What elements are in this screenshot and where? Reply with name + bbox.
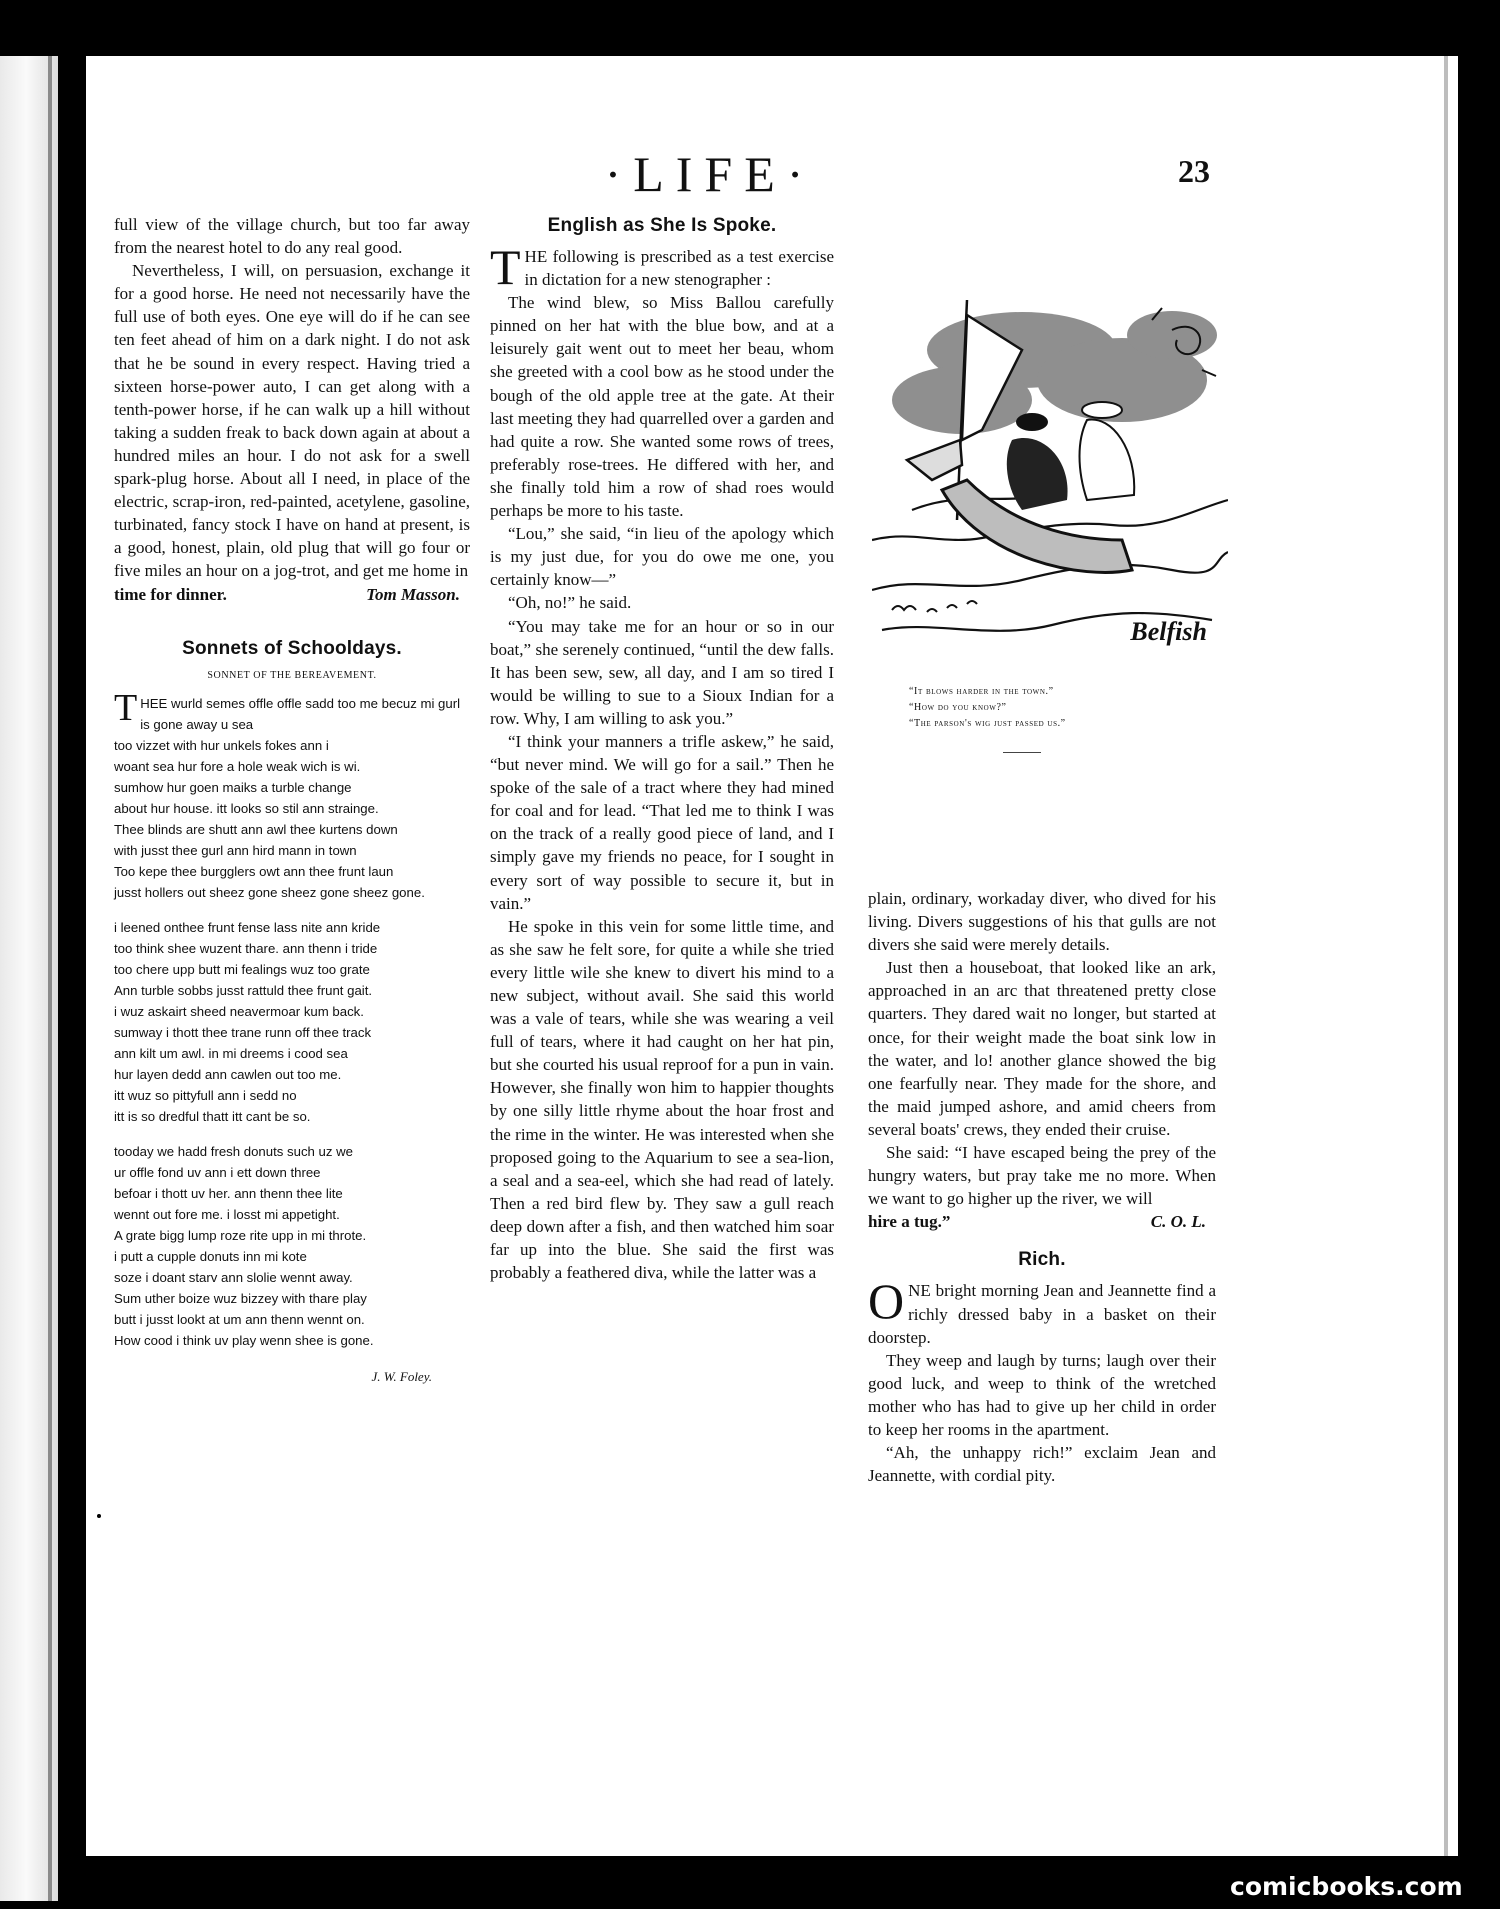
- paragraph-body: “I think your manners a trifle askew,” he said, “but never mind. We will go for a sail.” Then he spoke of the sale of a tract where they had mined for coal and for lead. “That led me to think I was on the track of a really good piece of land, and I simply gave my friends no peace, for I sought in every sort of way possible to secure it, but in vain.”: [490, 731, 834, 913]
- poem-line: with jusst thee gurl ann hird mann in town: [114, 842, 357, 858]
- poem-stanza-2: [114, 917, 470, 1127]
- dropcap-o: O: [868, 1273, 905, 1330]
- poem-line: hur layen dedd ann cawlen out too me.: [114, 1066, 342, 1082]
- poem-line: jusst hollers out sheez gone sheez gone sheez gone.: [114, 884, 425, 900]
- subtitle-sonnet: SONNET OF THE BEREAVEMENT.: [207, 669, 377, 681]
- poem-line: too think shee wuzent thare. ann thenn i tride: [114, 940, 378, 956]
- storm-clouds: [892, 311, 1217, 434]
- paragraph-body: “Lou,” she said, “in lieu of the apology which is my just due, for you do owe me one, you certainly know—”: [490, 524, 834, 590]
- caption-line: “It blows harder in the town.”: [909, 686, 1054, 697]
- paragraph-body: Just then a houseboat, that looked like an ark, approached in an arc that threatened pretty close quarters. They dared wait no longer, but started at once, for their weight made the boat sink low in the water, and lo! another glance showed the big one fearfully near. They made for the shore, and the maid jumped ashore, and amid cheers from several boats' crews, they ended their cruise.: [868, 958, 1216, 1139]
- poem-line: Sum uther boize wuz bizzey with thare play: [114, 1290, 367, 1306]
- facing-page-edge: [0, 56, 58, 1901]
- caption-line: “The parson's wig just passed us.”: [909, 718, 1066, 729]
- paragraph-continued: full view of the village church, but too far away from the nearest hotel to do any real good.: [114, 215, 470, 258]
- intro-text: HE following is prescribed as a test exercise in dictation for a new stenographer :: [524, 247, 834, 290]
- divider-rule: [1003, 752, 1041, 753]
- poem-line: wennt out fore me. i losst mi appetight.: [114, 1206, 340, 1222]
- poem-line: ann kilt um awl. in mi dreems i cood sea: [114, 1045, 348, 1061]
- poem-line: HEE wurld semes offle offle sadd too me becuz mi gurl is gone away u sea: [140, 695, 461, 732]
- paragraph-continued: plain, ordinary, workaday diver, who dived for his living. Divers suggestions of his that gulls are not divers she said were merely details.: [868, 889, 1216, 955]
- paragraph-body: “You may take me for an hour or so in our boat,” she serenely continued, “until the dew falls. It has been sew, sew, all day, and I am so tired I would be willing to sue to a Sioux Indian for a row. Why, I am willing to ask you.”: [490, 616, 834, 728]
- page-edge-line: [1444, 56, 1448, 1856]
- cartoon-caption: [909, 684, 1219, 732]
- dropcap-t: T: [114, 686, 138, 729]
- poem-line: tooday we hadd fresh donuts such uz we: [114, 1143, 353, 1159]
- title-sonnets: Sonnets of Schooldays.: [182, 637, 402, 659]
- poem-line: too chere upp butt mi fealings wuz too grate: [114, 961, 370, 977]
- poem-line: itt wuz so pittyfull ann i sedd no: [114, 1087, 297, 1103]
- paragraph-body: They weep and laugh by turns; laugh over their good luck, and weep to think of the wretched mother who has had to give up her child in order to keep her rooms in the apartment.: [868, 1350, 1216, 1439]
- poem-line: Thee blinds are shutt ann awl thee kurtens down: [114, 821, 398, 837]
- poem-line: How cood i think uv play wenn shee is gone.: [114, 1332, 374, 1348]
- poem-line: woant sea hur fore a hole weak wich is wi.: [114, 758, 361, 774]
- column-middle: [490, 213, 834, 1284]
- masthead-life: ·LIFE·: [604, 146, 816, 202]
- paragraph-intro: [868, 1273, 1216, 1348]
- poem-line: i wuz askairt sheed neavermoar kum back.: [114, 1003, 364, 1019]
- poem-line: i putt a cupple donuts inn mi kote: [114, 1248, 307, 1264]
- signature-line-col: [868, 1210, 1216, 1233]
- cartoon-illustration: [872, 290, 1228, 666]
- signature-line-masson: [114, 583, 470, 606]
- column-right: [868, 887, 1216, 1487]
- poem-line: butt i jusst lookt at um ann thenn wennt on.: [114, 1311, 365, 1327]
- column-left: [114, 213, 470, 1388]
- poem-line: about hur house. itt looks so stil ann strainge.: [114, 800, 379, 816]
- paragraph-body: He spoke in this vein for some little time, and as she saw he felt sore, for quite a while she tried every little wile she knew to divert his mind to a new subject, without avail. She said this world was a vale of tears, while she was wearing a veil full of tears, where it had caught on her hat pin, but she courted his usual reproof for a pun in vain. However, she finally won him to happier thoughts by one silly little rhyme about the hoar frost and the rime in the winter. He was interested when she proposed going to the Aquarium to see a sea-lion, a seal and a sea-eel, which she had read of lately. Then a red bird flew by. They saw a gull reach deep down after a fish, and then watched him soar far up into the blue. She said the first was probably a feathered diva, while the latter was a: [490, 916, 834, 1283]
- paragraph-horse: Nevertheless, I will, on persuasion, exchange it for a good horse. He need not necessarily have the full use of both eyes. One eye will do if he can see ten feet ahead of him on a dark night. I do not ask that he be sound in every respect. Having tried a sixteen horse-power auto, I can get along with a tenth-power horse, if he can walk up a hill without taking a sudden freak to back down again at about a hundred miles an hour. I do not ask for a swell spark-plug horse. About all I need, in place of the electric, scrap-iron, red-painted, acetylene, gasoline, turbinated, fancy stock I have on hand at present, is a good, honest, plain, old plug that will go four or five miles an hour on a jog-trot, and get me home in: [114, 261, 470, 581]
- gutter-shadow: [48, 56, 52, 1901]
- poem-line: itt is so dredful thatt itt cant be so.: [114, 1108, 311, 1124]
- paragraph-body: “Oh, no!” he said.: [508, 593, 632, 613]
- poem-line: befoar i thott uv her. ann thenn thee lite: [114, 1185, 343, 1201]
- poem-line: too vizzet with hur unkels fokes ann i: [114, 737, 329, 753]
- poem-stanza-3: [114, 1141, 470, 1351]
- poem-line: sumway i thott thee trane runn off thee track: [114, 1024, 372, 1040]
- artist-signature: Belfish: [1130, 617, 1207, 646]
- author-col: C. O. L.: [1150, 1212, 1206, 1232]
- title-english: English as She Is Spoke.: [547, 215, 777, 236]
- margin-dot: [97, 1514, 101, 1518]
- paragraph-body: The wind blew, so Miss Ballou carefully pinned on her hat with the blue bow, and at a leisurely gait went out to meet her beau, whom she greeted with a cool bow as he stood under the bough of the old apple tree at the gate. At their last meeting they had quarrelled over a garden and had quite a row. She wanted some rows of trees, preferably rose-trees. He differed with her, and she finally told him a row of shad roes would perhaps be more to his taste.: [490, 293, 834, 521]
- poem-line: soze i doant starv ann slolie wennt away.: [114, 1269, 353, 1285]
- author-foley: J. W. Foley.: [371, 1368, 432, 1384]
- watermark: comicbooks.com: [1230, 1872, 1463, 1901]
- poem-first-line: [114, 686, 470, 735]
- poem-line: sumhow hur goen maiks a turble change: [114, 779, 352, 795]
- caption-line: “How do you know?”: [909, 702, 1007, 713]
- poem-line: A grate bigg lump roze rite upp in mi throte.: [114, 1227, 367, 1243]
- poem-line: i leened onthee frunt fense lass nite ann kride: [114, 919, 381, 935]
- dropcap-t: T: [490, 239, 521, 295]
- author-masson: Tom Masson.: [366, 584, 460, 604]
- intro-text: NE bright morning Jean and Jeannette find a richly dressed baby in a basket on their doorstep.: [868, 1281, 1216, 1347]
- bird-marks: [892, 601, 977, 612]
- paragraph-body: She said: “I have escaped being the prey of the hungry waters, but pray take me no more. When we want to go higher up the river, we will: [868, 1143, 1216, 1209]
- paragraph-intro: [490, 239, 834, 295]
- page-number: 23: [1178, 153, 1210, 189]
- poem-line: Ann turble sobbs jusst rattuld thee frunt gait.: [114, 982, 373, 998]
- poem-line: Too kepe thee burgglers owt ann thee frunt laun: [114, 863, 394, 879]
- poem-stanza-1: [114, 686, 470, 903]
- poem-line: ur offle fond uv ann i ett down three: [114, 1164, 321, 1180]
- closing-text: hire a tug.”: [868, 1212, 951, 1232]
- title-rich: Rich.: [1018, 1249, 1066, 1271]
- closing-text: time for dinner.: [114, 584, 227, 604]
- paragraph-body: “Ah, the unhappy rich!” exclaim Jean and Jeannette, with cordial pity.: [868, 1443, 1216, 1486]
